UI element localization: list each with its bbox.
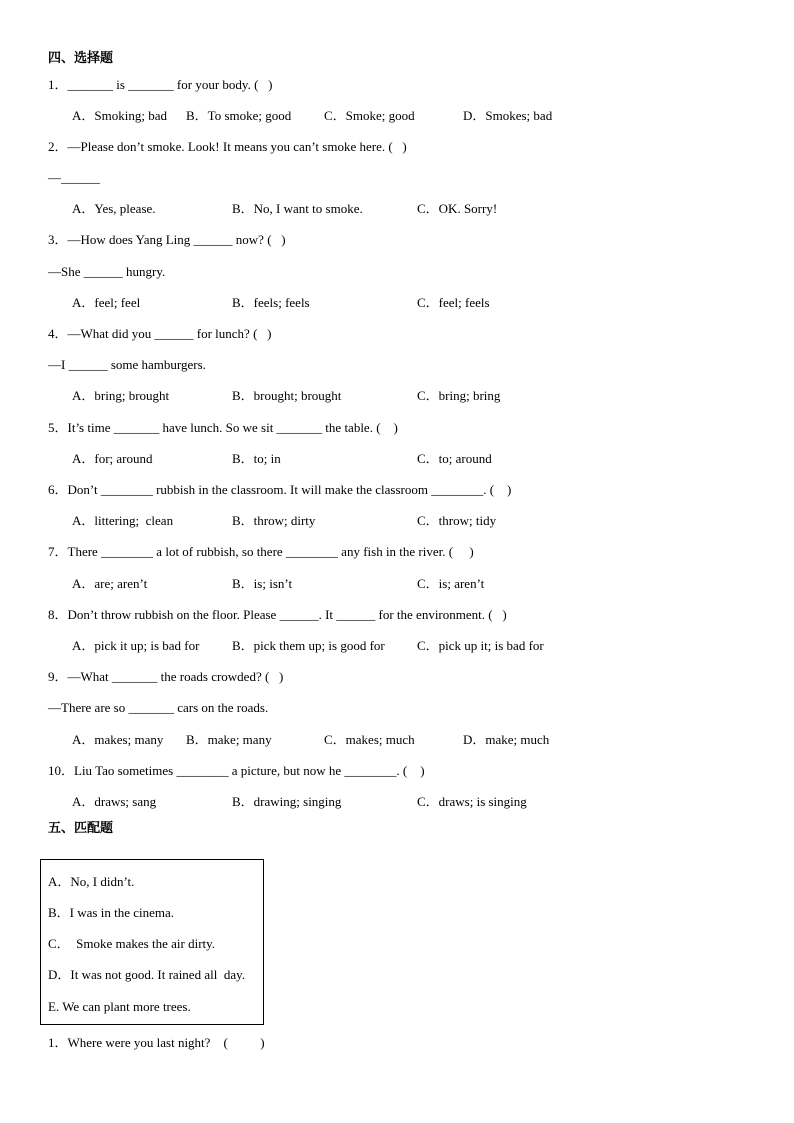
question-6-line-1: 6．Don’t ________ rubbish in the classroom. It will make the classroom ________. ( ): [48, 482, 512, 497]
matching-choices-box: [40, 859, 264, 1025]
question-5-line-1: 5．It’s time _______ have lunch. So we sit _______ the table. ( ): [48, 420, 398, 435]
question-7-option-c: C．is; aren’t: [417, 576, 485, 591]
question-7-option-a: A．are; aren’t: [72, 576, 148, 591]
question-9-line-2: —There are so _______ cars on the roads.: [48, 700, 269, 715]
question-2-option-b: B．No, I want to smoke.: [232, 201, 363, 216]
question-4-option-b: B．brought; brought: [232, 388, 342, 403]
question-3-line-1: 3．—How does Yang Ling ______ now? ( ): [48, 232, 286, 247]
question-4-line-1: 4．—What did you ______ for lunch? ( ): [48, 326, 272, 341]
question-8-line-1: 8．Don’t throw rubbish on the floor. Please ______. It ______ for the environment. ( ): [48, 607, 507, 622]
question-8-option-b: B．pick them up; is good for: [232, 638, 385, 653]
question-4-option-a: A．bring; brought: [72, 388, 170, 403]
question-1-option-c: C．Smoke; good: [324, 108, 415, 123]
question-3-option-c: C．feel; feels: [417, 295, 490, 310]
section-5-title: 五、匹配题: [48, 820, 114, 835]
question-1-option-b: B．To smoke; good: [186, 108, 292, 123]
question-3-option-b: B．feels; feels: [232, 295, 310, 310]
question-9-option-a: A．makes; many: [72, 732, 164, 747]
question-5-option-a: A．for; around: [72, 451, 153, 466]
matching-choice-e: E. We can plant more trees.: [48, 999, 191, 1014]
question-1-option-d: D．Smokes; bad: [463, 108, 553, 123]
question-6-option-a: A．littering; clean: [72, 513, 174, 528]
matching-choice-a: A．No, I didn’t.: [48, 874, 135, 889]
question-1-line-1: 1．_______ is _______ for your body. ( ): [48, 77, 273, 92]
section-4-title: 四、选择题: [48, 50, 114, 65]
question-3-option-a: A．feel; feel: [72, 295, 141, 310]
question-7-option-b: B．is; isn’t: [232, 576, 293, 591]
question-10-line-1: 10．Liu Tao sometimes ________ a picture, but now he ________. ( ): [48, 763, 425, 778]
question-1-option-a: A．Smoking; bad: [72, 108, 167, 123]
question-7-line-1: 7．There ________ a lot of rubbish, so there ________ any fish in the river. ( ): [48, 544, 474, 559]
question-8-option-a: A．pick it up; is bad for: [72, 638, 200, 653]
question-2-line-2: —______: [48, 170, 100, 185]
question-9-line-1: 9．—What _______ the roads crowded? ( ): [48, 669, 284, 684]
question-4-option-c: C．bring; bring: [417, 388, 501, 403]
matching-choice-c: C． Smoke makes the air dirty.: [48, 936, 216, 951]
question-2-option-c: C．OK. Sorry!: [417, 201, 498, 216]
matching-question-1: 1．Where were you last night? ( ): [48, 1035, 265, 1050]
question-8-option-c: C．pick up it; is bad for: [417, 638, 544, 653]
question-2-option-a: A．Yes, please.: [72, 201, 156, 216]
question-10-option-a: A．draws; sang: [72, 794, 157, 809]
question-4-line-2: —I ______ some hamburgers.: [48, 357, 206, 372]
matching-choice-d: D．It was not good. It rained all day.: [48, 967, 245, 982]
question-10-option-b: B．drawing; singing: [232, 794, 342, 809]
question-2-line-1: 2．—Please don’t smoke. Look! It means you can’t smoke here. ( ): [48, 139, 407, 154]
matching-choice-b: B．I was in the cinema.: [48, 905, 174, 920]
question-5-option-c: C．to; around: [417, 451, 492, 466]
question-5-option-b: B．to; in: [232, 451, 281, 466]
question-6-option-c: C．throw; tidy: [417, 513, 497, 528]
question-9-option-b: B．make; many: [186, 732, 272, 747]
question-9-option-c: C．makes; much: [324, 732, 415, 747]
question-6-option-b: B．throw; dirty: [232, 513, 316, 528]
question-3-line-2: —She ______ hungry.: [48, 264, 166, 279]
question-10-option-c: C．draws; is singing: [417, 794, 527, 809]
question-9-option-d: D．make; much: [463, 732, 550, 747]
